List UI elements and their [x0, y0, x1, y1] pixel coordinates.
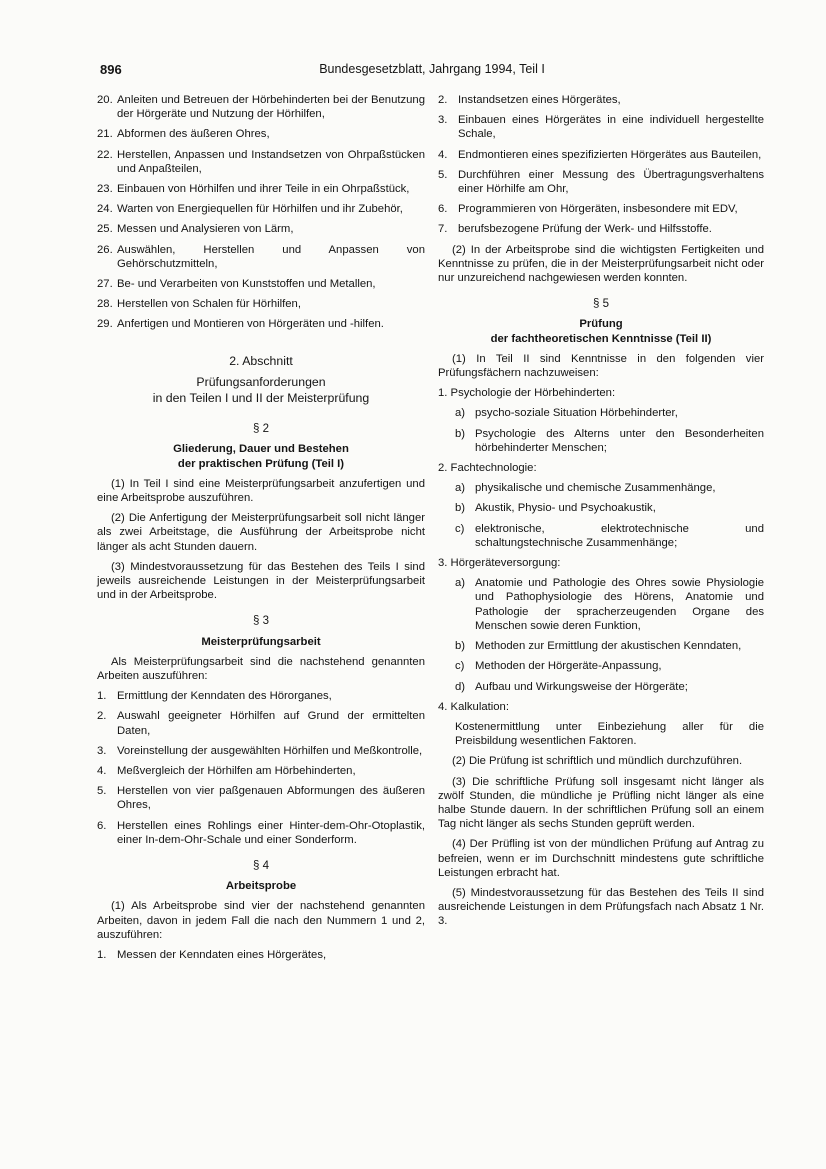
abschnitt-heading: 2. Abschnitt [229, 353, 293, 368]
section-5-number: § 5 [593, 298, 609, 311]
list-item: 25. Messen und Analysieren von Lärm, [97, 223, 294, 236]
list-item: 3. Einbauen eines Hörgerätes in eine individuell hergestellte Schale, [438, 114, 764, 141]
paragraph: (5) Mindestvoraussetzung für das Bestehen des Teils II sind ausreichende Leistungen in dem Prüfungsfach nach Absatz 1 Nr. 3. [438, 886, 764, 928]
section-3-title: Meisterprüfungsarbeit [201, 635, 321, 648]
section-4-number: § 4 [253, 860, 269, 873]
abschnitt-subtitle: Prüfungsanforderungen in den Teilen I und II der Meisterprüfung [152, 375, 370, 405]
list-item: 4. Meßvergleich der Hörhilfen am Hörbehinderten, [97, 765, 356, 777]
list-item: 2. Instandsetzen eines Hörgerätes, [438, 94, 621, 106]
list-item: d) Aufbau und Wirkungsweise der Hörgeräte; [455, 680, 688, 693]
list-item: 3. Voreinstellung der ausgewählten Hörhilfen und Meßkontrolle, [97, 744, 423, 757]
section-2-title: Gliederung, Dauer und Bestehen der praktischen Prüfung (Teil I) [173, 443, 349, 470]
list-item: a) Anatomie und Pathologie des Ohres sowie Physiologie und Pathophysiologie des Hörens, Anatomie und Pathologie der spracherzeugenden Organe des Menschen sowie deren Funktion, [455, 577, 764, 632]
list-item: 20. Anleiten und Betreuen der Hörbehinderten bei der Benutzung der Hörgeräte und Nutzung der Hörhilfen, [97, 94, 425, 121]
section-4-title: Arbeitsprobe [225, 880, 297, 893]
paragraph: (1) Als Arbeitsprobe sind vier der nachstehend genannten Arbeiten, davon in jedem Fall die nach den Nummern 1 und 2, auszuführen: [97, 900, 425, 941]
right-column [438, 93, 764, 935]
list-item: 27. Be- und Verarbeiten von Kunststoffen und Metallen, [97, 278, 376, 291]
paragraph: Als Meisterprüfungsarbeit sind die nachstehend genannten Arbeiten auszuführen: [97, 655, 425, 682]
paragraph: (4) Der Prüfling ist von der mündlichen Prüfung auf Antrag zu befreien, wenn er im Durchschnitt mindestens gute schriftliche Leistungen erbracht hat. [438, 838, 764, 879]
paragraph: Kostenermittlung unter Einbeziehung aller für die Preisbildung wesentlichen Faktoren. [455, 720, 764, 748]
list-item: c) elektronische, elektrotechnische und schaltungstechnische Zusammenhänge; [455, 522, 764, 549]
list-item: 5. Durchführen einer Messung des Übertragungsverhaltens einer Hörhilfe am Ohr, [438, 168, 764, 196]
list-item: 6. Herstellen eines Rohlings einer Hinter-dem-Ohr-Otoplastik, einer In-dem-Ohr-Schale und einer Sonderform. [97, 819, 425, 846]
paragraph: (2) In der Arbeitsprobe sind die wichtigsten Fertigkeiten und Kenntnisse zu prüfen, die in der Meisterprüfungsarbeit nicht oder nur unzureichend nachgewiesen werden konnten. [438, 243, 764, 285]
list-item: 1. Ermittlung der Kenndaten des Hörorganes, [97, 690, 332, 703]
page-header [100, 62, 764, 78]
list-item: 21. Abformen des äußeren Ohres, [97, 128, 270, 141]
paragraph: (1) In Teil I sind eine Meisterprüfungsarbeit anzufertigen und eine Arbeitsprobe auszuführen. [97, 477, 425, 504]
group-label: 2. Fachtechnologie: [438, 462, 537, 475]
list-item: 4. Endmontieren eines spezifizierten Hörgerätes aus Bauteilen, [438, 148, 762, 161]
list-item: 26. Auswählen, Herstellen und Anpassen von Gehörschutzmitteln, [97, 243, 425, 270]
list-item: a) physikalische und chemische Zusammenhänge, [455, 482, 716, 495]
list-item: 1. Messen der Kenndaten eines Hörgerätes, [97, 949, 327, 962]
list-item: b) Methoden zur Ermittlung der akustischen Kenndaten, [455, 640, 742, 653]
list-item: b) Akustik, Physio- und Psychoakustik, [455, 502, 656, 515]
list-item: b) Psychologie des Alterns unter den Besonderheiten hörbehinderter Menschen; [455, 427, 764, 454]
list-item: a) psycho-soziale Situation Hörbehinderter, [455, 407, 678, 420]
list-item: 7. berufsbezogene Prüfung der Werk- und Hilfsstoffe. [438, 223, 712, 236]
list-item: 2. Auswahl geeigneter Hörhilfen auf Grund der ermittelten Daten, [97, 710, 425, 737]
section-2-number: § 2 [253, 423, 269, 436]
group-label: 3. Hörgeräteversorgung: [438, 557, 561, 570]
list-item: 28. Herstellen von Schalen für Hörhilfen, [97, 298, 301, 311]
list-item: 6. Programmieren von Hörgeräten, insbesondere mit EDV, [438, 203, 738, 216]
left-column [97, 93, 425, 968]
group-label: 1. Psychologie der Hörbehinderten: [438, 387, 616, 400]
list-item: 29. Anfertigen und Montieren von Hörgeräten und -hilfen. [97, 318, 384, 331]
running-title: Bundesgesetzblatt, Jahrgang 1994, Teil I [319, 62, 545, 76]
paragraph: (3) Mindestvoraussetzung für das Bestehen des Teils I sind jeweils ausreichende Leistungen in der Meisterprüfungsarbeit und in der Arbeitsprobe. [97, 560, 425, 602]
paragraph: (2) Die Anfertigung der Meisterprüfungsarbeit soll nicht länger als zwei Arbeitstage, die Ausführung der Arbeitsprobe nicht länger als acht Stunden dauern. [97, 512, 425, 553]
list-item: 5. Herstellen von vier paßgenauen Abformungen des äußeren Ohres, [97, 785, 425, 812]
paragraph: (2) Die Prüfung ist schriftlich und mündlich durchzuführen. [452, 755, 743, 768]
list-item: c) Methoden der Hörgeräte-Anpassung, [455, 660, 662, 673]
section-5-title: Prüfung der fachtheoretischen Kenntnisse (Teil II) [490, 318, 712, 345]
paragraph: (1) In Teil II sind Kenntnisse in den folgenden vier Prüfungsfächern nachzuweisen: [438, 352, 764, 380]
list-item: 23. Einbauen von Hörhilfen und ihrer Teile in ein Ohrpaßstück, [97, 183, 410, 196]
group-label: 4. Kalkulation: [438, 700, 509, 713]
paragraph: (3) Die schriftliche Prüfung soll insgesamt nicht länger als zwölf Stunden, die mündliche je Prüfling nicht länger als eine halbe Stunde dauern. In der schriftlichen Prüfung soll an einem Tag nicht länger als sechs Stunden geprüft werden. [438, 775, 764, 831]
list-item: 22. Herstellen, Anpassen und Instandsetzen von Ohrpaßstücken und Anpaßteilen, [97, 148, 425, 175]
list-item: 24. Warten von Energiequellen für Hörhilfen und ihr Zubehör, [97, 203, 403, 216]
section-3-number: § 3 [253, 615, 269, 628]
page-number: 896 [100, 62, 122, 77]
